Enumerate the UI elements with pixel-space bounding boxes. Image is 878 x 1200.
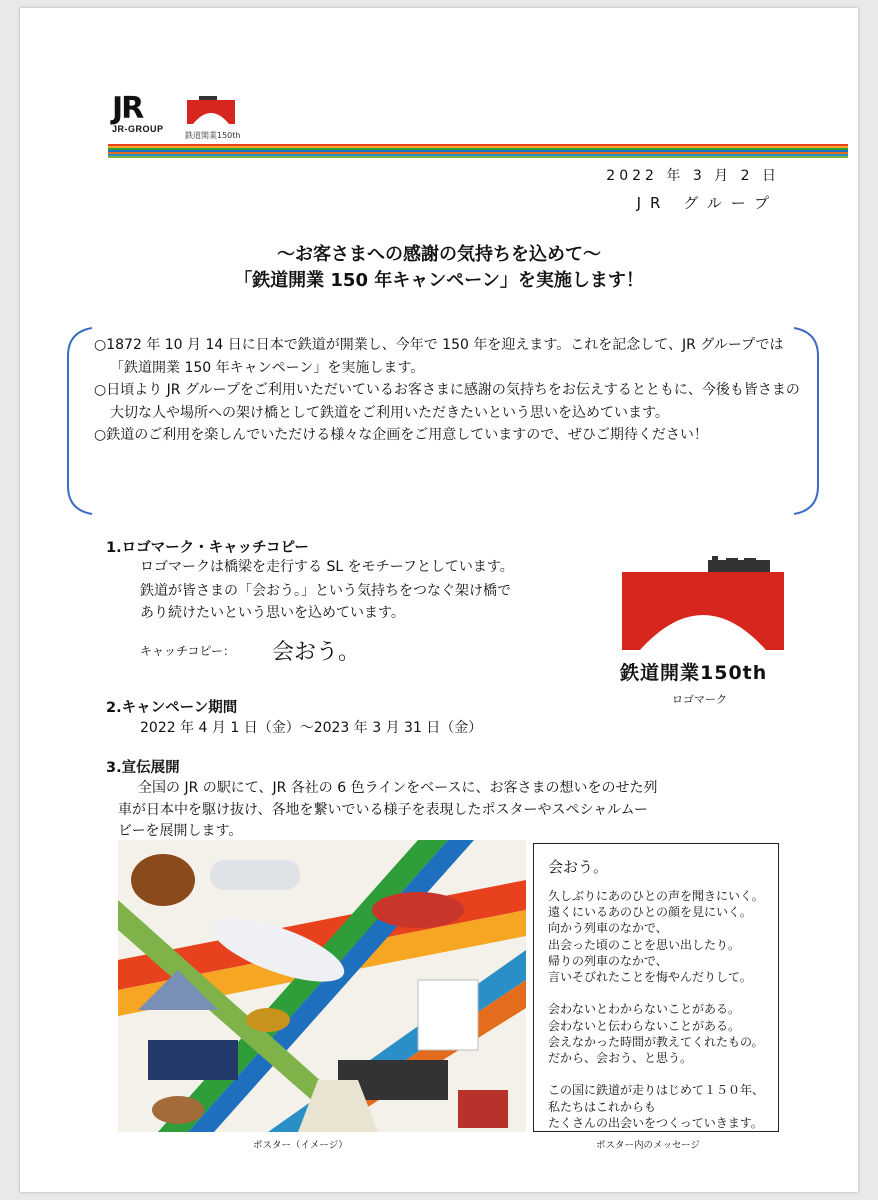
message-line: 私たちはこれからも (548, 1099, 657, 1114)
message-line: 会わないと伝わらないことがある。 (548, 1018, 741, 1033)
press-release-page (20, 8, 858, 1192)
message-title: 会おう。 (548, 858, 609, 876)
section1-line-2: 鉄道が皆さまの「会おう。」という気持ちをつなぐ架け橋で (140, 583, 511, 599)
logo-text: 鉄道開業150th (620, 662, 768, 684)
message-line: たくさんの出会いをつくっていきます。 (548, 1115, 763, 1130)
left-bracket (62, 326, 96, 516)
release-date: 2022 年 3 月 2 日 (606, 168, 780, 184)
color-stripes (108, 144, 848, 154)
bridge-logo-icon (185, 96, 237, 124)
message-line: 久しぶりにあのひとの声を聞きにいく。 (548, 889, 764, 903)
intro-text (94, 334, 804, 447)
poster-message-box (533, 843, 779, 1132)
section1-line-1: ロゴマークは橋梁を走行する SL をモチーフとしています。 (140, 559, 514, 575)
intro-paragraph-3: ○鉄道のご利用を楽しんでいただける様々な企画をご用意していますので、ぜひご期待ください！ (94, 427, 708, 443)
message-line: だから、会おう、と思う。 (548, 1051, 693, 1066)
section3-heading: 3.宣伝展開 (106, 760, 180, 776)
message-line (548, 985, 776, 1001)
message-line: 向かう列車のなかで、 (548, 921, 668, 936)
anniversary-logo-caption: 鉄道開業150th (185, 131, 241, 140)
section1-line-3: あり続けたいという思いを込めています。 (140, 605, 405, 621)
message-line: 会わないとわからないことがある。 (548, 1002, 741, 1017)
intro-paragraph-2: ○日頃より JR グループをご利用いただいているお客さまに感謝の気持ちをお伝えするとともに、今後も皆さまの大切な人や場所への架け橋として鉄道をご利用いただきたいという思いを込めています。 (94, 382, 800, 421)
campaign-period: 2022 年 4 月 1 日（金）～2023 年 3 月 31 日（金） (140, 720, 483, 736)
anniversary-logo-small (185, 96, 245, 140)
message-line: 会えなかった時間が教えてくれたもの。 (548, 1034, 764, 1049)
catch-copy: 会おう。 (272, 640, 361, 665)
poster-image (118, 840, 526, 1132)
section3-line-1: 全国の JR の駅にて、JR 各社の 6 色ラインをベースに、お客さまの想いをのせた列 (138, 780, 658, 796)
section3-line-2: 車が日本中を駆け抜け、各地を繋いでいる様子を表現したポスターやスペシャルムー (118, 802, 648, 818)
message-line: 出会った頃のことを思い出したり。 (548, 937, 741, 952)
intro-paragraph-1: ○1872 年 10 月 14 日に日本で鉄道が開業し、今年で 150 年を迎えます。これを記念して、JR グループでは「鉄道開業 150 年キャンペーン」を実施します。 (94, 337, 784, 376)
title-line-2: 「鉄道開業 150 年キャンペーン」を実施します！ (234, 270, 644, 291)
section3-line-3: ビーを展開します。 (118, 823, 243, 839)
message-line: 遠くにいるあのひとの顔を見にいく。 (548, 905, 752, 920)
jr-group-logo (112, 91, 172, 138)
message-line (548, 1066, 776, 1082)
poster-caption: ポスター（イメージ） (253, 1140, 348, 1151)
issuer: JR グループ (636, 194, 778, 212)
section1-heading: 1.ロゴマーク・キャッチコピー (106, 540, 309, 556)
section2-heading: 2.キャンペーン期間 (106, 700, 238, 716)
message-line: 言いそびれたことを悔やんだりして。 (548, 970, 752, 985)
logo-caption: ロゴマーク (672, 693, 727, 706)
message-line: この国に鉄道が走りはじめて１５０年、 (548, 1083, 765, 1098)
message-body (548, 888, 776, 1131)
message-line: 帰りの列車のなかで、 (548, 953, 668, 968)
title-line-1: ～お客さまへの感謝の気持ちを込めて～ (277, 244, 601, 265)
catch-copy-label: キャッチコピー： (140, 644, 236, 658)
message-caption: ポスター内のメッセージ (596, 1140, 700, 1151)
jr-group-label: JR-GROUP (112, 124, 164, 134)
jr-mark: JR (112, 91, 143, 126)
color-stripe (108, 156, 848, 158)
